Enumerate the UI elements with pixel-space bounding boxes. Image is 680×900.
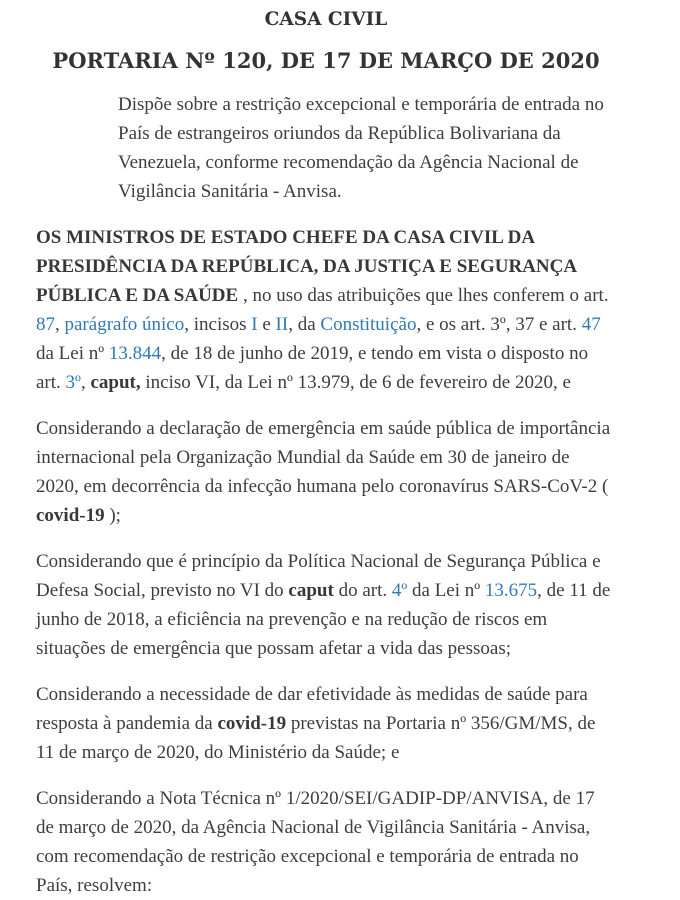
bold-text-run: caput: [288, 580, 334, 601]
portaria-title: PORTARIA Nº 120, DE 17 DE MARÇO DE 2020: [52, 48, 600, 73]
law-reference-link[interactable]: Constituição: [320, 314, 417, 335]
text-run: , incisos: [184, 314, 252, 335]
law-reference-link[interactable]: II: [275, 314, 289, 335]
preamble-paragraph: [36, 223, 616, 397]
text-run: da Lei nº: [36, 343, 109, 364]
text-run: ,: [80, 372, 91, 393]
law-reference-link[interactable]: 13.844: [108, 343, 162, 364]
considerando-principio-paragraph: [36, 547, 616, 663]
text-run: , da: [288, 314, 321, 335]
text-run: , e os art. 3º, 37 e art.: [416, 314, 582, 335]
law-reference-link[interactable]: 87: [36, 314, 55, 335]
summary-paragraph: Dispõe sobre a restrição excepcional e temporária de entrada no País de estrangeiros oriundos da República Bolivariana da Venezuela, conforme recomendação da Agência Nacional de Vigilância Sanitária - Anvisa.: [118, 94, 604, 202]
law-reference-link[interactable]: parágrafo único: [64, 314, 185, 335]
paragraphs: [36, 223, 616, 900]
text-run: e: [257, 314, 276, 335]
law-reference-link[interactable]: 47: [581, 314, 601, 335]
text-run: Considerando a Nota Técnica nº 1/2020/SEI/GADIP-DP/ANVISA, de 17 de março de 2020, da Agência Nacional de Vigilância Sanitária - Anvisa, com recomendação de restrição excepcional e temporária de entrada no País, resolvem:: [36, 788, 595, 896]
organ-title: CASA CIVIL: [264, 9, 388, 30]
legal-document: [36, 0, 616, 900]
bold-text-run: covid-19: [217, 713, 287, 734]
law-reference-link[interactable]: 3º: [65, 372, 81, 393]
text-run: da Lei nº: [407, 580, 485, 601]
bold-text-run: covid-19: [36, 505, 105, 526]
text-run: );: [104, 505, 121, 526]
bold-text-run: OS MINISTROS DE ESTADO CHEFE DA CASA CIVIL DA PRESIDÊNCIA DA REPÚBLICA, DA JUSTIÇA E SEGURANÇA PÚBLICA E DA SAÚDE: [36, 227, 577, 306]
text-run: previstas na Portaria nº 356/GM/MS, de 11 de março de 2020, do Ministério da Saúde; e: [36, 713, 596, 763]
text-run: Considerando a declaração de emergência em saúde pública de importância internacional pela Organização Mundial da Saúde em 30 de janeiro de 2020, em decorrência da infecção humana pelo coronavírus SARS-CoV-2 (: [36, 418, 611, 497]
law-reference-link[interactable]: I: [251, 314, 258, 335]
text-run: , de 18 de junho de 2019, e tendo em vista o disposto no art.: [36, 343, 589, 393]
considerando-emergencia-paragraph: [36, 414, 616, 530]
text-run: , de 11 de junho de 2018, a eficiência na prevenção e na redução de riscos em situações de emergência que possam afetar a vida das pessoas;: [36, 580, 611, 659]
text-run: Considerando que é princípio da Política Nacional de Segurança Pública e Defesa Social, previsto no VI do: [36, 551, 601, 601]
considerando-necessidade-paragraph: [36, 680, 616, 767]
text-run: inciso VI, da Lei nº 13.979, de 6 de fevereiro de 2020, e: [140, 372, 571, 393]
considerando-nota-tecnica-paragraph: [36, 784, 616, 900]
text-run: Considerando a necessidade de dar efetividade às medidas de saúde para resposta à pandemia da: [36, 684, 588, 734]
law-reference-link[interactable]: 4º: [391, 580, 408, 601]
text-run: ,: [55, 314, 65, 335]
bold-text-run: caput,: [90, 372, 141, 393]
text-run: , no uso das atribuições que lhes conferem o art.: [238, 285, 609, 306]
law-reference-link[interactable]: 13.675: [484, 580, 538, 601]
text-run: do art.: [333, 580, 392, 601]
